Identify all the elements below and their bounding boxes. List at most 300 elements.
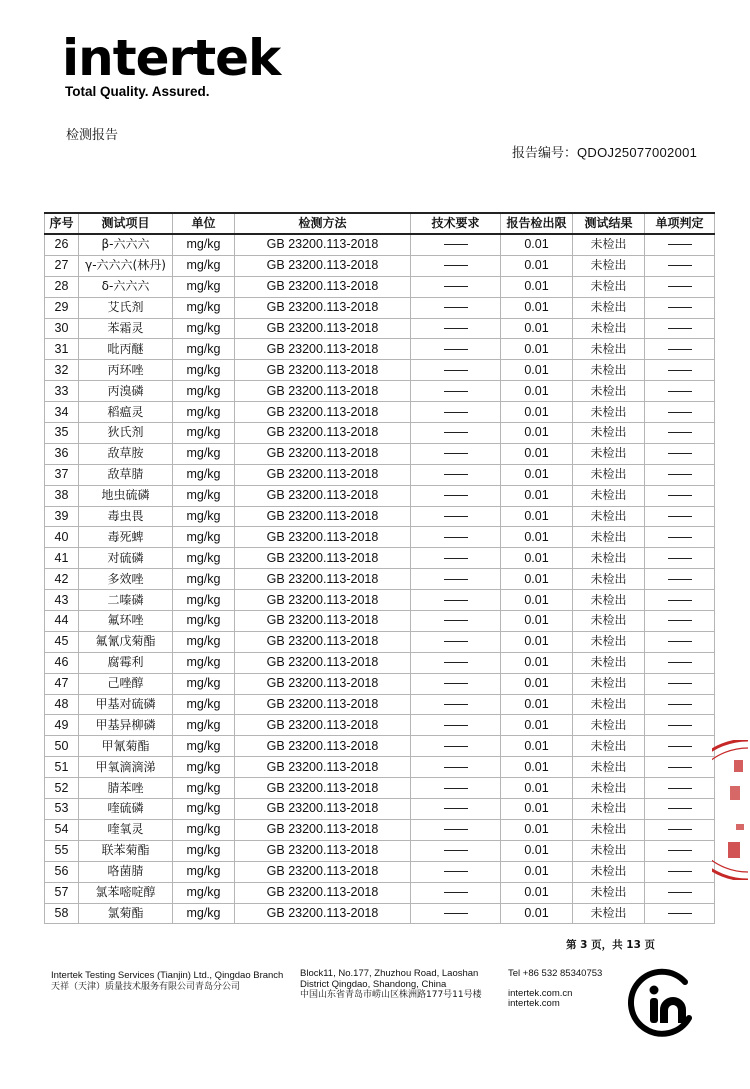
test-method: GB 23200.113-2018	[235, 694, 411, 715]
requirement	[411, 778, 501, 799]
test-method: GB 23200.113-2018	[235, 548, 411, 569]
test-method: GB 23200.113-2018	[235, 778, 411, 799]
table-row	[45, 819, 715, 840]
col-header: 测试结果	[573, 213, 645, 234]
detection-limit: 0.01	[501, 339, 573, 360]
judgement	[645, 736, 715, 757]
dash-mark	[444, 683, 468, 684]
row-number: 55	[45, 840, 79, 861]
table-row	[45, 799, 715, 820]
table-row	[45, 402, 715, 423]
dash-mark	[444, 495, 468, 496]
test-method: GB 23200.113-2018	[235, 673, 411, 694]
dash-mark	[444, 391, 468, 392]
dash-mark	[668, 516, 692, 517]
dash-mark	[444, 370, 468, 371]
dash-mark	[668, 537, 692, 538]
dash-mark	[444, 600, 468, 601]
page-number: 第 3 页，共 13 页	[566, 939, 656, 951]
table-row	[45, 903, 715, 924]
row-number: 43	[45, 590, 79, 611]
test-item: 氟氰戊菊酯	[79, 631, 173, 652]
table-row	[45, 778, 715, 799]
judgement	[645, 631, 715, 652]
table-row	[45, 464, 715, 485]
unit: mg/kg	[173, 234, 235, 255]
test-method: GB 23200.113-2018	[235, 381, 411, 402]
judgement	[645, 360, 715, 381]
dash-mark	[668, 412, 692, 413]
test-method: GB 23200.113-2018	[235, 360, 411, 381]
table-row	[45, 423, 715, 444]
test-item: 多效唑	[79, 569, 173, 590]
intertek-in-icon	[627, 968, 699, 1044]
dash-mark	[444, 725, 468, 726]
table-row	[45, 485, 715, 506]
test-result: 未检出	[573, 799, 645, 820]
test-result: 未检出	[573, 318, 645, 339]
test-item: 二嗪磷	[79, 590, 173, 611]
test-method: GB 23200.113-2018	[235, 402, 411, 423]
test-item: 地虫硫磷	[79, 485, 173, 506]
requirement	[411, 339, 501, 360]
test-method: GB 23200.113-2018	[235, 903, 411, 924]
table-row	[45, 360, 715, 381]
detection-limit: 0.01	[501, 527, 573, 548]
dash-mark	[444, 641, 468, 642]
test-item: δ-六六六	[79, 276, 173, 297]
dash-mark	[444, 453, 468, 454]
test-item: 稻瘟灵	[79, 402, 173, 423]
test-item: 氯苯嘧啶醇	[79, 882, 173, 903]
unit: mg/kg	[173, 757, 235, 778]
detection-limit: 0.01	[501, 506, 573, 527]
judgement	[645, 840, 715, 861]
test-result: 未检出	[573, 611, 645, 632]
test-result: 未检出	[573, 757, 645, 778]
unit: mg/kg	[173, 276, 235, 297]
unit: mg/kg	[173, 423, 235, 444]
requirement	[411, 527, 501, 548]
judgement	[645, 381, 715, 402]
judgement	[645, 694, 715, 715]
requirement	[411, 297, 501, 318]
footer-contact	[508, 969, 628, 1010]
dash-mark	[668, 286, 692, 287]
dash-mark	[668, 620, 692, 621]
table-row	[45, 715, 715, 736]
test-method: GB 23200.113-2018	[235, 611, 411, 632]
dash-mark	[668, 704, 692, 705]
test-result: 未检出	[573, 255, 645, 276]
requirement	[411, 548, 501, 569]
dash-mark	[668, 913, 692, 914]
unit: mg/kg	[173, 569, 235, 590]
unit: mg/kg	[173, 339, 235, 360]
footer-address-en: Block11, No.177, Zhuzhou Road, Laoshan District Qingdao, Shandong, China	[300, 968, 479, 990]
test-item: 吡丙醚	[79, 339, 173, 360]
judgement	[645, 423, 715, 444]
dash-mark	[668, 829, 692, 830]
footer-address-cn: 中国山东省青岛市崂山区株洲路177号11号楼	[300, 990, 482, 1000]
test-item: 苯霜灵	[79, 318, 173, 339]
test-result: 未检出	[573, 234, 645, 255]
table-row	[45, 882, 715, 903]
footer-tel: Tel +86 532 85340753	[508, 968, 603, 979]
requirement	[411, 694, 501, 715]
test-method: GB 23200.113-2018	[235, 715, 411, 736]
judgement	[645, 569, 715, 590]
row-number: 53	[45, 799, 79, 820]
row-number: 26	[45, 234, 79, 255]
judgement	[645, 443, 715, 464]
row-number: 58	[45, 903, 79, 924]
dash-mark	[668, 453, 692, 454]
table-row	[45, 527, 715, 548]
judgement	[645, 506, 715, 527]
detection-limit: 0.01	[501, 673, 573, 694]
col-header: 单项判定	[645, 213, 715, 234]
requirement	[411, 652, 501, 673]
judgement	[645, 882, 715, 903]
table-row	[45, 548, 715, 569]
dash-mark	[668, 871, 692, 872]
row-number: 54	[45, 819, 79, 840]
judgement	[645, 276, 715, 297]
detection-limit: 0.01	[501, 799, 573, 820]
dash-mark	[668, 767, 692, 768]
detection-limit: 0.01	[501, 694, 573, 715]
test-method: GB 23200.113-2018	[235, 736, 411, 757]
dash-mark	[668, 370, 692, 371]
requirement	[411, 631, 501, 652]
unit: mg/kg	[173, 611, 235, 632]
dash-mark	[444, 558, 468, 559]
table-row	[45, 443, 715, 464]
table-row	[45, 569, 715, 590]
detection-limit: 0.01	[501, 882, 573, 903]
requirement	[411, 443, 501, 464]
dash-mark	[444, 892, 468, 893]
dash-mark	[668, 265, 692, 266]
test-item: 敌草腈	[79, 464, 173, 485]
judgement	[645, 778, 715, 799]
dash-mark	[444, 286, 468, 287]
table-row	[45, 673, 715, 694]
test-result: 未检出	[573, 464, 645, 485]
requirement	[411, 318, 501, 339]
requirement	[411, 381, 501, 402]
dash-mark	[444, 307, 468, 308]
unit: mg/kg	[173, 443, 235, 464]
dash-mark	[444, 767, 468, 768]
detection-limit: 0.01	[501, 276, 573, 297]
unit: mg/kg	[173, 255, 235, 276]
test-method: GB 23200.113-2018	[235, 485, 411, 506]
detection-limit: 0.01	[501, 590, 573, 611]
unit: mg/kg	[173, 673, 235, 694]
dash-mark	[444, 432, 468, 433]
test-result: 未检出	[573, 443, 645, 464]
table-header-row	[45, 213, 715, 234]
detection-limit: 0.01	[501, 736, 573, 757]
test-method: GB 23200.113-2018	[235, 234, 411, 255]
requirement	[411, 861, 501, 882]
unit: mg/kg	[173, 799, 235, 820]
test-result: 未检出	[573, 402, 645, 423]
row-number: 37	[45, 464, 79, 485]
row-number: 42	[45, 569, 79, 590]
test-result: 未检出	[573, 423, 645, 444]
table-row	[45, 590, 715, 611]
row-number: 32	[45, 360, 79, 381]
test-item: 腈苯唑	[79, 778, 173, 799]
test-result: 未检出	[573, 548, 645, 569]
dash-mark	[668, 307, 692, 308]
test-result: 未检出	[573, 778, 645, 799]
row-number: 31	[45, 339, 79, 360]
footer-company	[51, 971, 291, 992]
unit: mg/kg	[173, 652, 235, 673]
requirement	[411, 757, 501, 778]
detection-limit: 0.01	[501, 757, 573, 778]
judgement	[645, 715, 715, 736]
table-row	[45, 255, 715, 276]
test-item: 对硫磷	[79, 548, 173, 569]
table-row	[45, 297, 715, 318]
test-method: GB 23200.113-2018	[235, 423, 411, 444]
dash-mark	[668, 349, 692, 350]
judgement	[645, 673, 715, 694]
row-number: 45	[45, 631, 79, 652]
unit: mg/kg	[173, 736, 235, 757]
unit: mg/kg	[173, 297, 235, 318]
test-item: 甲氰菊酯	[79, 736, 173, 757]
unit: mg/kg	[173, 715, 235, 736]
dash-mark	[444, 516, 468, 517]
footer-site-com: intertek.com	[508, 998, 560, 1009]
report-number	[512, 142, 697, 161]
table-row	[45, 339, 715, 360]
unit: mg/kg	[173, 819, 235, 840]
requirement	[411, 611, 501, 632]
table-row	[45, 757, 715, 778]
dash-mark	[668, 432, 692, 433]
dash-mark	[444, 537, 468, 538]
table-row	[45, 736, 715, 757]
judgement	[645, 819, 715, 840]
row-number: 48	[45, 694, 79, 715]
table-row	[45, 381, 715, 402]
test-result: 未检出	[573, 506, 645, 527]
detection-limit: 0.01	[501, 611, 573, 632]
test-result: 未检出	[573, 590, 645, 611]
dash-mark	[668, 850, 692, 851]
row-number: 49	[45, 715, 79, 736]
unit: mg/kg	[173, 631, 235, 652]
test-method: GB 23200.113-2018	[235, 882, 411, 903]
test-item: 艾氏剂	[79, 297, 173, 318]
judgement	[645, 903, 715, 924]
requirement	[411, 673, 501, 694]
judgement	[645, 757, 715, 778]
dash-mark	[444, 265, 468, 266]
table-row	[45, 631, 715, 652]
detection-limit: 0.01	[501, 234, 573, 255]
detection-limit: 0.01	[501, 485, 573, 506]
intertek-logo	[62, 30, 280, 99]
detection-limit: 0.01	[501, 255, 573, 276]
unit: mg/kg	[173, 882, 235, 903]
unit: mg/kg	[173, 694, 235, 715]
test-item: 联苯菊酯	[79, 840, 173, 861]
judgement	[645, 611, 715, 632]
table-row	[45, 318, 715, 339]
dash-mark	[444, 850, 468, 851]
dash-mark	[668, 495, 692, 496]
test-item: 喹氧灵	[79, 819, 173, 840]
test-result: 未检出	[573, 569, 645, 590]
col-header: 技术要求	[411, 213, 501, 234]
test-method: GB 23200.113-2018	[235, 819, 411, 840]
official-seal-stamp	[712, 740, 750, 884]
row-number: 35	[45, 423, 79, 444]
row-number: 30	[45, 318, 79, 339]
dash-mark	[668, 683, 692, 684]
test-result: 未检出	[573, 819, 645, 840]
detection-limit: 0.01	[501, 423, 573, 444]
test-method: GB 23200.113-2018	[235, 297, 411, 318]
dash-mark	[444, 349, 468, 350]
requirement	[411, 819, 501, 840]
footer-company-cn: 天祥（天津）质量技术服务有限公司青岛分公司	[51, 981, 241, 992]
detection-limit: 0.01	[501, 840, 573, 861]
judgement	[645, 652, 715, 673]
test-method: GB 23200.113-2018	[235, 652, 411, 673]
detection-limit: 0.01	[501, 443, 573, 464]
unit: mg/kg	[173, 464, 235, 485]
detection-limit: 0.01	[501, 715, 573, 736]
test-item: 咯菌腈	[79, 861, 173, 882]
test-result: 未检出	[573, 840, 645, 861]
unit: mg/kg	[173, 590, 235, 611]
test-method: GB 23200.113-2018	[235, 527, 411, 548]
requirement	[411, 464, 501, 485]
judgement	[645, 255, 715, 276]
test-method: GB 23200.113-2018	[235, 799, 411, 820]
row-number: 41	[45, 548, 79, 569]
col-header: 测试项目	[79, 213, 173, 234]
dash-mark	[668, 244, 692, 245]
judgement	[645, 527, 715, 548]
requirement	[411, 799, 501, 820]
dash-mark	[668, 662, 692, 663]
row-number: 29	[45, 297, 79, 318]
footer-address	[300, 969, 500, 1001]
row-number: 34	[45, 402, 79, 423]
test-item: γ-六六六(林丹)	[79, 255, 173, 276]
test-method: GB 23200.113-2018	[235, 443, 411, 464]
requirement	[411, 903, 501, 924]
requirement	[411, 402, 501, 423]
test-method: GB 23200.113-2018	[235, 255, 411, 276]
requirement	[411, 506, 501, 527]
dash-mark	[444, 412, 468, 413]
row-number: 56	[45, 861, 79, 882]
test-item: 毒虫畏	[79, 506, 173, 527]
report-number-label: 报告编号：	[512, 146, 578, 161]
requirement	[411, 423, 501, 444]
test-item: 毒死蜱	[79, 527, 173, 548]
detection-limit: 0.01	[501, 548, 573, 569]
dash-mark	[444, 808, 468, 809]
test-result: 未检出	[573, 903, 645, 924]
detection-limit: 0.01	[501, 297, 573, 318]
requirement	[411, 276, 501, 297]
unit: mg/kg	[173, 527, 235, 548]
test-result: 未检出	[573, 631, 645, 652]
dash-mark	[668, 558, 692, 559]
dash-mark	[668, 788, 692, 789]
dash-mark	[668, 579, 692, 580]
judgement	[645, 590, 715, 611]
judgement	[645, 548, 715, 569]
row-number: 27	[45, 255, 79, 276]
requirement	[411, 360, 501, 381]
unit: mg/kg	[173, 861, 235, 882]
results-table	[44, 212, 715, 924]
judgement	[645, 297, 715, 318]
col-header: 检测方法	[235, 213, 411, 234]
table-row	[45, 840, 715, 861]
report-number-value: QDOJ25077002001	[577, 145, 698, 160]
dash-mark	[668, 391, 692, 392]
test-item: 氯菊酯	[79, 903, 173, 924]
test-method: GB 23200.113-2018	[235, 757, 411, 778]
test-result: 未检出	[573, 715, 645, 736]
row-number: 57	[45, 882, 79, 903]
test-result: 未检出	[573, 882, 645, 903]
unit: mg/kg	[173, 318, 235, 339]
unit: mg/kg	[173, 548, 235, 569]
judgement	[645, 464, 715, 485]
row-number: 40	[45, 527, 79, 548]
test-result: 未检出	[573, 297, 645, 318]
dash-mark	[668, 328, 692, 329]
unit: mg/kg	[173, 506, 235, 527]
test-method: GB 23200.113-2018	[235, 569, 411, 590]
test-item: 腐霉利	[79, 652, 173, 673]
detection-limit: 0.01	[501, 631, 573, 652]
dash-mark	[444, 328, 468, 329]
unit: mg/kg	[173, 402, 235, 423]
row-number: 28	[45, 276, 79, 297]
test-method: GB 23200.113-2018	[235, 464, 411, 485]
judgement	[645, 485, 715, 506]
requirement	[411, 715, 501, 736]
row-number: 39	[45, 506, 79, 527]
requirement	[411, 840, 501, 861]
detection-limit: 0.01	[501, 903, 573, 924]
col-header: 报告检出限	[501, 213, 573, 234]
logo-tagline: Total Quality. Assured.	[65, 84, 210, 99]
table-row	[45, 276, 715, 297]
test-method: GB 23200.113-2018	[235, 861, 411, 882]
logo-wordmark: intertek	[62, 29, 281, 87]
test-result: 未检出	[573, 527, 645, 548]
requirement	[411, 736, 501, 757]
table-row	[45, 694, 715, 715]
